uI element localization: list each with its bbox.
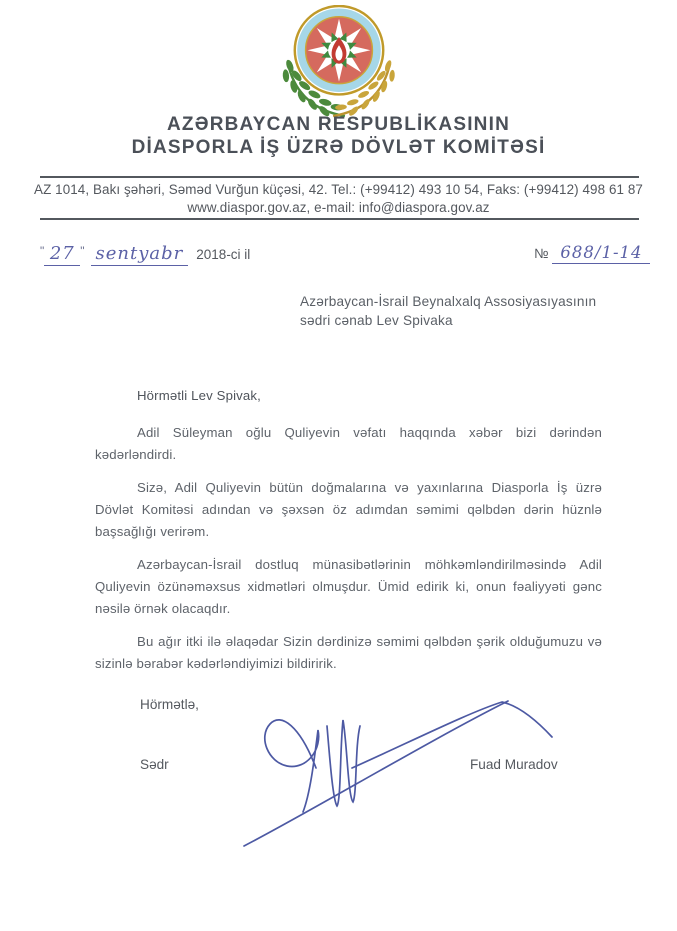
number-sign-label: № bbox=[534, 246, 549, 261]
date-close-quote: " bbox=[80, 244, 85, 258]
number-handwritten: 688/1-14 bbox=[552, 243, 650, 264]
salutation: Hörmətli Lev Spivak, bbox=[137, 388, 261, 403]
address-line1: AZ 1014, Bakı şəhəri, Səməd Vurğun küçəsi, 42. Tel.: (+99412) 493 10 54, Faks: (+99412) 498 61 87 bbox=[34, 182, 643, 197]
date-year-suffix: 2018-ci il bbox=[196, 247, 251, 262]
closing-phrase: Hörmətlə, bbox=[140, 697, 199, 712]
azerbaijan-emblem-icon bbox=[270, 5, 408, 119]
address-line2: www.diaspor.gov.az, e-mail: info@diaspora.gov.az bbox=[187, 199, 490, 215]
date-block bbox=[40, 243, 250, 266]
handwritten-signature bbox=[228, 688, 560, 856]
paragraph-4: Bu ağır itki ilə əlaqədar Sizin dərdinizə səmimi qəlbdən şərik olduğumuzu və sizinlə bərabər kədərləndiyimizi bildiririk. bbox=[95, 634, 602, 671]
paragraph-3: Azərbaycan-İsrail dostluq münasibətlərinin möhkəmləndirilməsində Adil Quliyevin özünəməxsus xidmətləri olmuşdur. Ümid edirik ki, onun fəaliyyəti gənc nəsilə örnək olacaqdır. bbox=[95, 557, 602, 616]
signer-title: Sədr bbox=[140, 757, 169, 772]
org-name-line2: DİASPORLA İŞ ÜZRƏ DÖVLƏT KOMİTƏSİ bbox=[131, 137, 546, 158]
date-month-handwritten: sentyabr bbox=[91, 243, 189, 266]
addressee-line1: Azərbaycan-İsrail Beynalxalq Assosiyasıyasının bbox=[300, 294, 597, 309]
date-open-quote: " bbox=[40, 244, 45, 258]
addressee-block bbox=[300, 292, 596, 330]
addressee-line2: sədri cənab Lev Spivaka bbox=[300, 313, 453, 328]
divider-bottom bbox=[40, 218, 639, 220]
signer-name: Fuad Muradov bbox=[470, 757, 558, 772]
date-day-handwritten: 27 bbox=[44, 243, 80, 266]
org-name-line1: AZƏRBAYCAN RESPUBLİKASININ bbox=[166, 114, 511, 135]
divider-top bbox=[40, 176, 639, 178]
paragraph-2: Sizə, Adil Quliyevin bütün doğmalarına və yaxınlarına Diasporla İş üzrə Dövlət Komitəsi adından və şəxsən öz adımdan səmimi qəlbdən dərin hüznlə başsağlığı verirəm. bbox=[95, 480, 602, 539]
paragraph-1: Adil Süleyman oğlu Quliyevin vəfatı haqqında xəbər bizi dərindən kədərləndirdi. bbox=[95, 425, 602, 462]
letter-body bbox=[95, 385, 602, 686]
reference-number-block bbox=[534, 243, 650, 264]
